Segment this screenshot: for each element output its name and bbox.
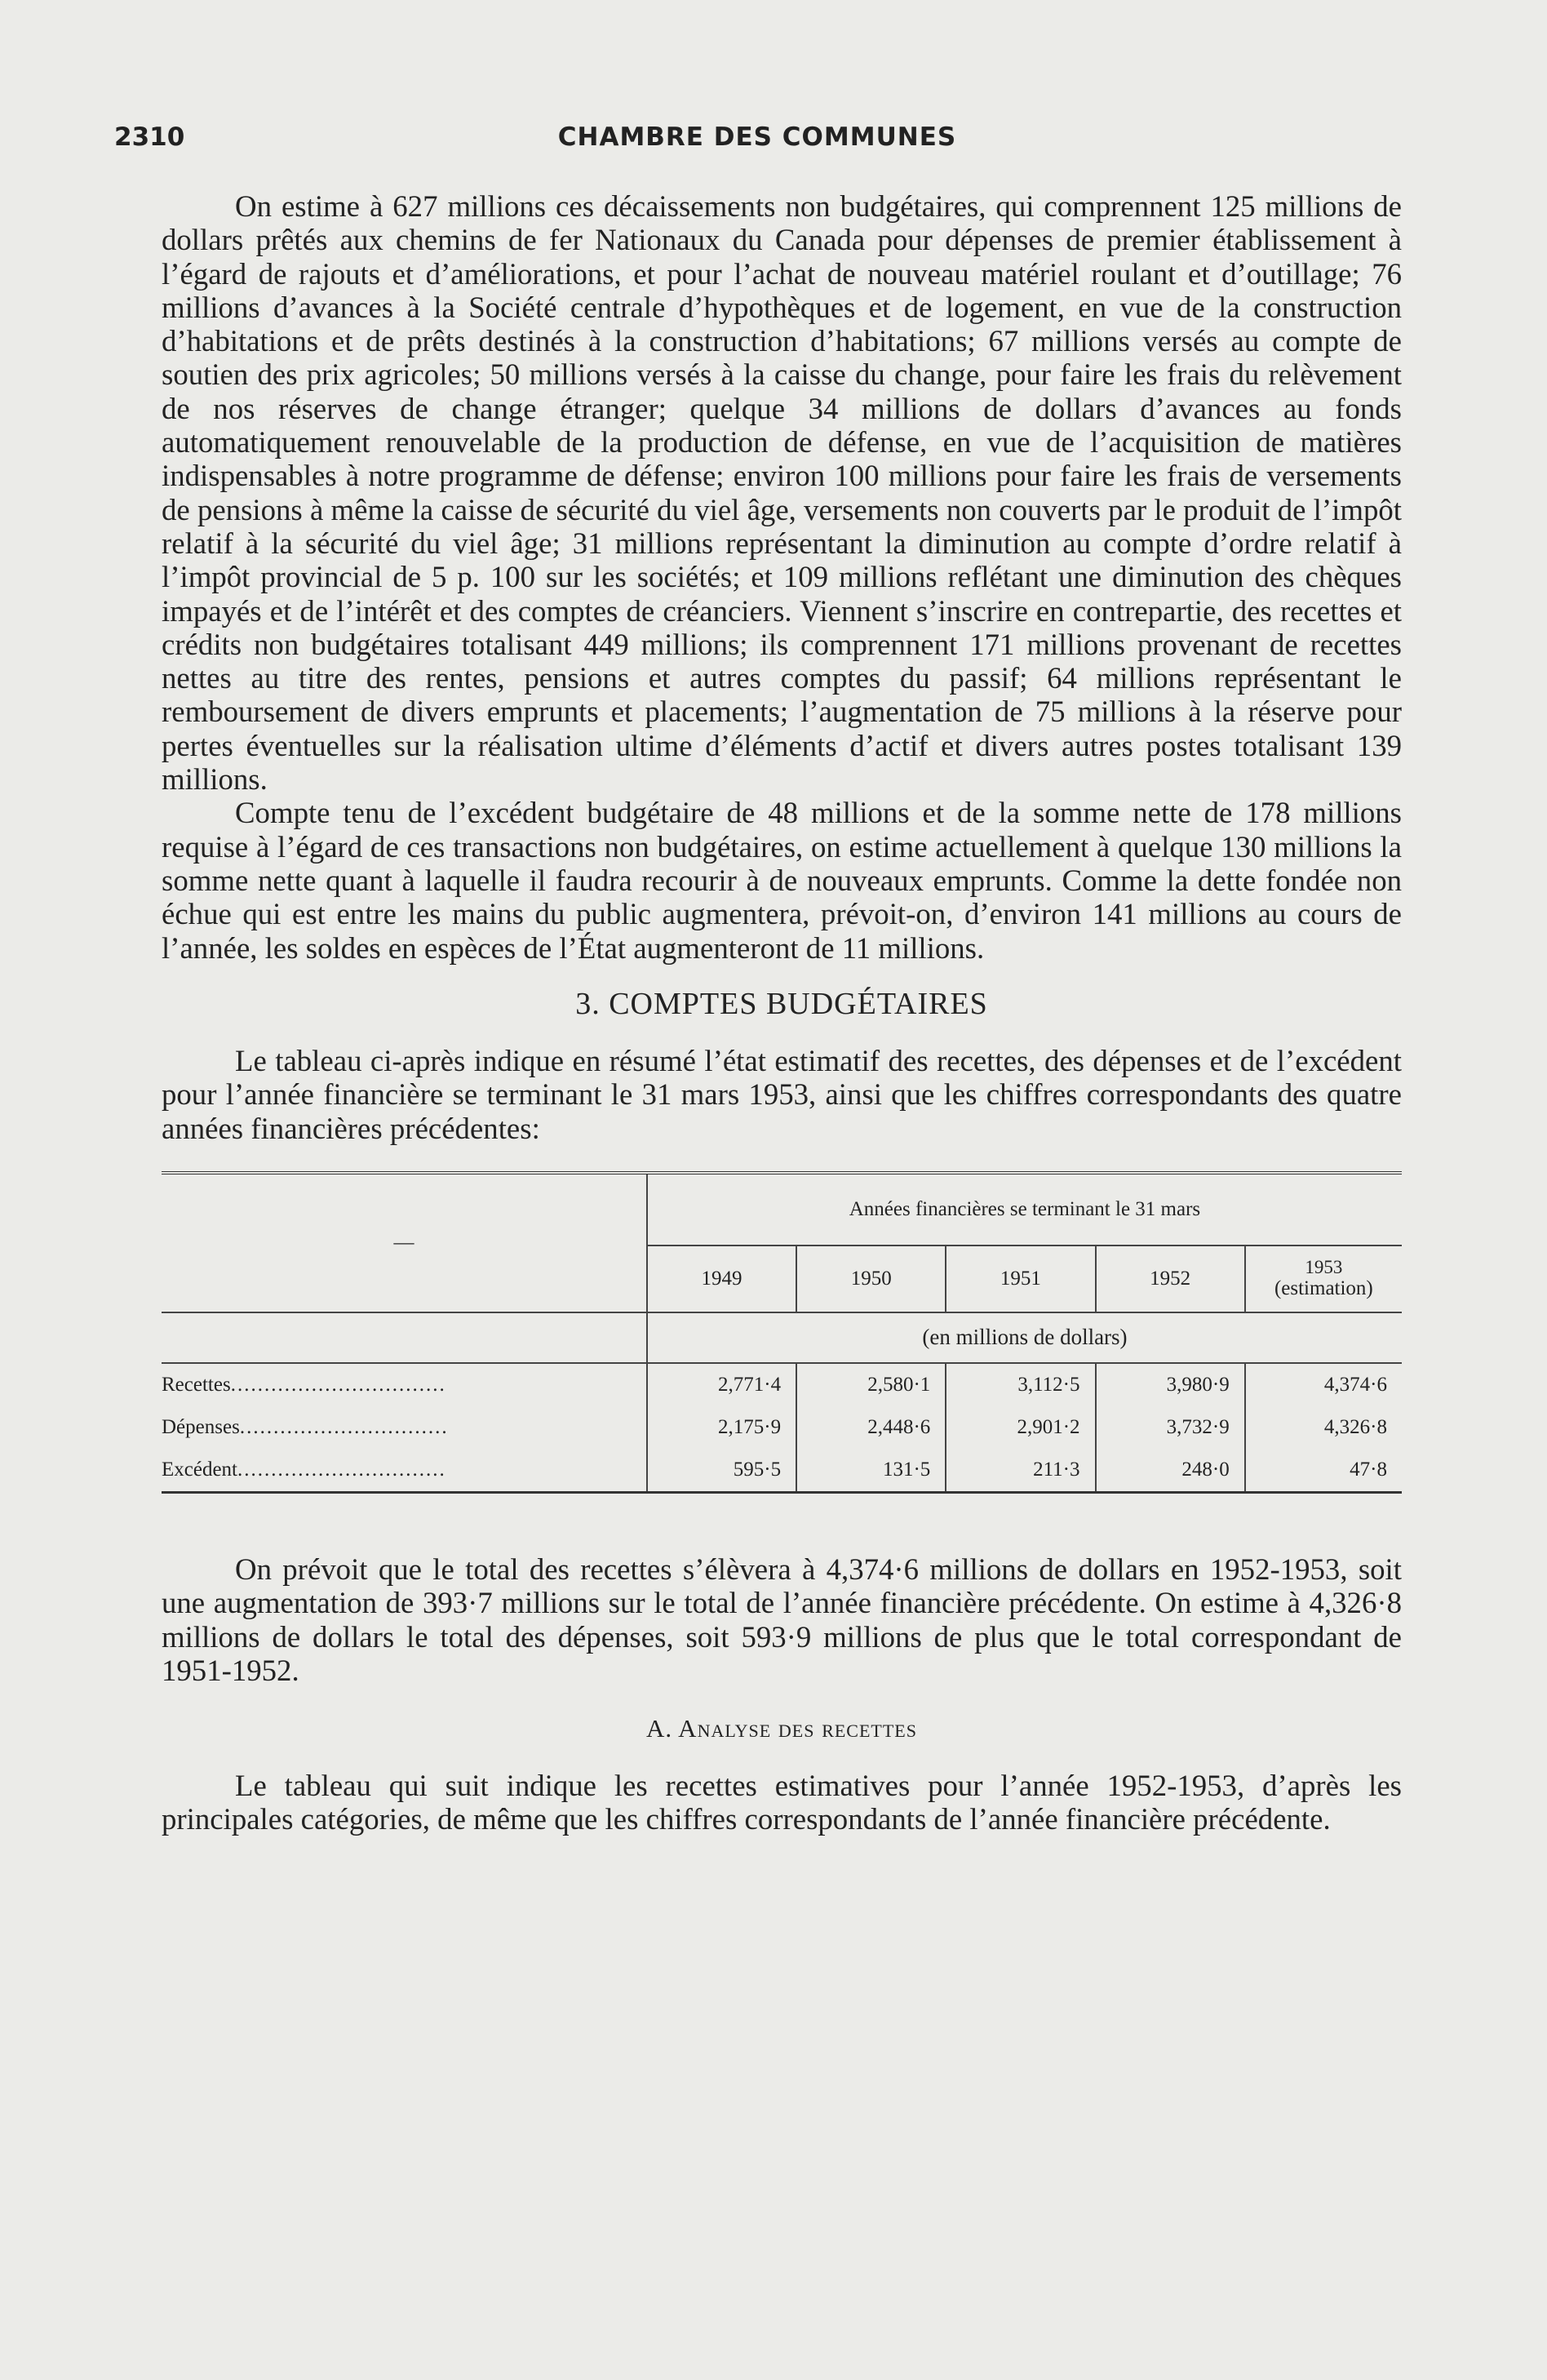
- leader-dots: ................................: [230, 1374, 446, 1396]
- year-header-1949: 1949: [647, 1246, 796, 1312]
- row-label: Recettes: [162, 1374, 231, 1396]
- row-label-cell: [162, 1406, 647, 1449]
- row-label-cell: [162, 1363, 647, 1406]
- page-number: 2310: [114, 122, 185, 152]
- cell-value: 4,374·6: [1245, 1363, 1402, 1406]
- cell-value: 2,175·9: [647, 1406, 796, 1449]
- unit-stub: [162, 1312, 647, 1363]
- cell-value: 211·3: [946, 1449, 1095, 1493]
- subsection-title: A. Analyse des recettes: [646, 1714, 917, 1743]
- year-header-1953: [1245, 1246, 1402, 1312]
- cell-value: 47·8: [1245, 1449, 1402, 1493]
- year-1953-label: 1953: [1305, 1257, 1343, 1278]
- table-row: [162, 1363, 1402, 1406]
- year-header-1952: 1952: [1096, 1246, 1245, 1312]
- section-title: 3. COMPTES BUDGÉTAIRES: [575, 986, 988, 1021]
- cell-value: 131·5: [796, 1449, 946, 1493]
- table-stub-header: —: [162, 1173, 647, 1312]
- paragraph-decaissements: On estime à 627 millions ces décaissements non budgétaires, qui comprennent 125 millions de dollars prêtés aux chemins de fer Nationaux du Canada pour dépenses de premier établissement à l’égard de rajouts et d’améliorations, et pour l’achat de nouveau matériel roulant et d’outillage; 76 millions d’avances à la Société centrale d’hypothèques et de logement, en vue de la construction d’habitations et de prêts destinés à la construction d’habitations; 67 millions versés au compte de soutien des prix agricoles; 50 millions versés à la caisse du change, pour faire les frais du relèvement de nos réserves de change étranger; quelque 34 millions de dollars d’avances au fonds automatiquement renouvelable de la production de défense, en vue de l’acquisition de matières indispensables à notre programme de défense; environ 100 millions pour faire les frais de versements de pensions à même la caisse de sécurité du viel âge, versements non couverts par le produit de l’impôt relatif à la sécurité du viel âge; 31 millions représentant la diminution au compte d’ordre relatif à l’impôt provincial de 5 p. 100 sur les sociétés; et 109 millions reflétant une diminution des chèques impayés et de l’intérêt et des comptes de créanciers. Viennent s’inscrire en contrepartie, des recettes et crédits non budgétaires totalisant 449 millions; ils comprennent 171 millions provenant de recettes nettes au titre des rentes, pensions et autres comptes du passif; 64 millions représentant le remboursement de divers emprunts et placements; l’augmentation de 75 millions à la réserve pour pertes éventuelles sur la réalisation ultime d’éléments d’actif et divers autres postes totalisant 139 millions.: [162, 189, 1402, 797]
- row-label-cell: [162, 1449, 647, 1493]
- page-header: [114, 122, 1400, 163]
- row-label: Dépenses: [162, 1416, 240, 1439]
- cell-value: 4,326·8: [1245, 1406, 1402, 1449]
- leader-dots: ...............................: [239, 1416, 449, 1439]
- cell-value: 3,732·9: [1096, 1406, 1245, 1449]
- cell-value: 248·0: [1096, 1449, 1245, 1493]
- budget-summary-table: [162, 1171, 1402, 1494]
- table-row: [162, 1406, 1402, 1449]
- paragraph-excedent: Compte tenu de l’excédent budgétaire de 48 millions et de la somme nette de 178 millions requise à l’égard de ces transactions non budgétaires, on estime actuellement à quelque 130 millions la somme nette quant à laquelle il faudra recourir à de nouveaux emprunts. Comme la dette fondée non échue qui est entre les mains du public augmentera, prévoit-on, d’environ 141 millions au cours de l’année, les soldes en espèces de l’État augmenteront de 11 millions.: [162, 796, 1402, 965]
- cell-value: 2,448·6: [796, 1406, 946, 1449]
- cell-value: 3,980·9: [1096, 1363, 1245, 1406]
- running-head: CHAMBRE DES COMMUNES: [557, 122, 957, 152]
- cell-value: 2,771·4: [647, 1363, 796, 1406]
- cell-value: 595·5: [647, 1449, 796, 1493]
- leader-dots: ...............................: [237, 1459, 446, 1481]
- cell-value: 3,112·5: [946, 1363, 1095, 1406]
- page-body: [162, 189, 1402, 1836]
- year-header-1951: 1951: [946, 1246, 1095, 1312]
- cell-value: 2,580·1: [796, 1363, 946, 1406]
- paragraph-recettes-intro: Le tableau qui suit indique les recettes estimatives pour l’année 1952-1953, d’après les principales catégories, de même que les chiffres correspondants de l’année financière précédente.: [162, 1768, 1402, 1836]
- row-label: Excédent: [162, 1459, 238, 1481]
- table-row: [162, 1449, 1402, 1493]
- paragraph-table-intro: Le tableau ci-après indique en résumé l’état estimatif des recettes, des dépenses et de l’excédent pour l’année financière se terminant le 31 mars 1953, ainsi que les chiffres correspondants des quatre années financières précédentes:: [162, 1044, 1402, 1145]
- year-1953-note: (estimation): [1274, 1277, 1373, 1300]
- cell-value: 2,901·2: [946, 1406, 1095, 1449]
- unit-note: (en millions de dollars): [647, 1312, 1402, 1363]
- table-group-header: Années financières se terminant le 31 mars: [647, 1173, 1402, 1246]
- paragraph-recettes-total: On prévoit que le total des recettes s’élèvera à 4,374·6 millions de dollars en 1952-1953, soit une augmentation de 393·7 millions sur le total de l’année financière précédente. On estime à 4,326·8 millions de dollars le total des dépenses, soit 593·9 millions de plus que le total correspondant de 1951-1952.: [162, 1552, 1402, 1687]
- year-header-1950: 1950: [796, 1246, 946, 1312]
